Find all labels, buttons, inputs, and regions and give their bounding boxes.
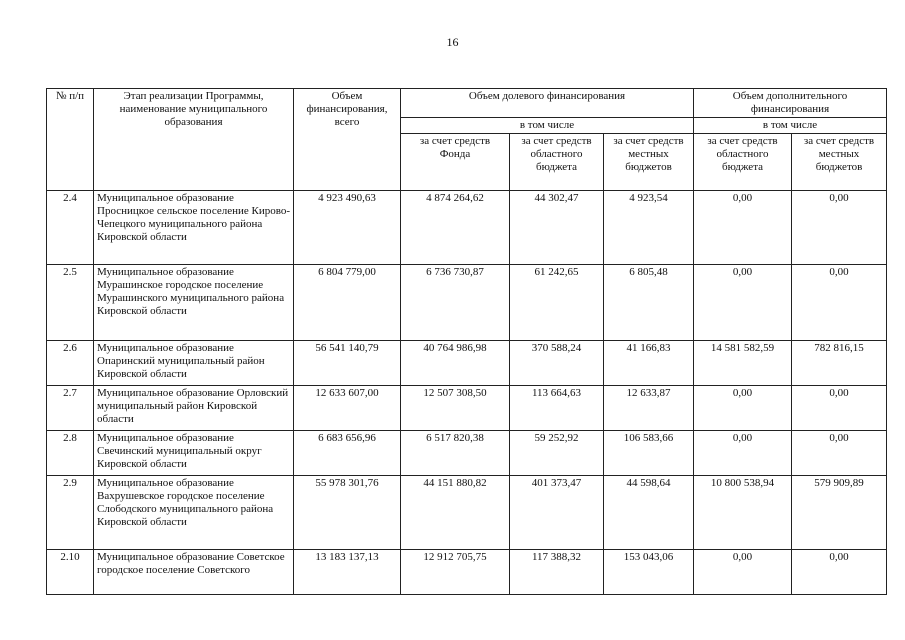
row-local: 41 166,83 xyxy=(604,341,694,386)
row-regional: 61 242,65 xyxy=(510,265,604,341)
header-stage: Этап реализации Программы, наименование муниципального образования xyxy=(94,89,294,191)
row-name: Муниципальное образование Свечинский муниципальный округ Кировской области xyxy=(94,431,294,476)
row-name: Муниципальное образование Мурашинское городское поселение Мурашинского муниципального района Кировской области xyxy=(94,265,294,341)
header-add-regional: за счет средств областного бюджета xyxy=(694,134,792,191)
row-regional: 401 373,47 xyxy=(510,476,604,550)
row-add-local: 0,00 xyxy=(792,191,887,265)
page-number: 16 xyxy=(446,35,459,49)
header-local: за счет средств местных бюджетов xyxy=(604,134,694,191)
row-total: 56 541 140,79 xyxy=(294,341,401,386)
header-total: Объем финансирования, всего xyxy=(294,89,401,191)
row-regional: 59 252,92 xyxy=(510,431,604,476)
row-fund: 6 736 730,87 xyxy=(401,265,510,341)
row-regional: 44 302,47 xyxy=(510,191,604,265)
row-regional: 370 588,24 xyxy=(510,341,604,386)
header-fund: за счет средств Фонда xyxy=(401,134,510,191)
row-add-local: 0,00 xyxy=(792,386,887,431)
row-name: Муниципальное образование Орловский муниципальный район Кировской области xyxy=(94,386,294,431)
row-num: 2.5 xyxy=(47,265,94,341)
row-local: 4 923,54 xyxy=(604,191,694,265)
table-row xyxy=(47,386,887,431)
row-add-regional: 14 581 582,59 xyxy=(694,341,792,386)
financing-table xyxy=(46,88,887,595)
table-body xyxy=(47,191,887,595)
header-add-local: за счет средств местных бюджетов xyxy=(792,134,887,191)
table-header xyxy=(47,89,887,191)
row-local: 153 043,06 xyxy=(604,550,694,595)
row-name: Муниципальное образование Опаринский муниципальный район Кировской области xyxy=(94,341,294,386)
row-local: 106 583,66 xyxy=(604,431,694,476)
row-fund: 4 874 264,62 xyxy=(401,191,510,265)
row-fund: 12 912 705,75 xyxy=(401,550,510,595)
row-name: Муниципальное образование Вахрушевское городское поселение Слободского муниципального района Кировской области xyxy=(94,476,294,550)
header-num: № п/п xyxy=(47,89,94,191)
row-num: 2.7 xyxy=(47,386,94,431)
row-add-regional: 10 800 538,94 xyxy=(694,476,792,550)
table-row xyxy=(47,476,887,550)
header-share-including: в том числе xyxy=(401,118,694,134)
table-row xyxy=(47,265,887,341)
row-name: Муниципальное образование Советское городское поселение Советского xyxy=(94,550,294,595)
header-share-group: Объем долевого финансирования xyxy=(401,89,694,118)
row-add-local: 0,00 xyxy=(792,550,887,595)
row-add-regional: 0,00 xyxy=(694,191,792,265)
row-local: 44 598,64 xyxy=(604,476,694,550)
header-regional: за счет средств областного бюджета xyxy=(510,134,604,191)
row-total: 13 183 137,13 xyxy=(294,550,401,595)
table-row xyxy=(47,550,887,595)
row-total: 12 633 607,00 xyxy=(294,386,401,431)
row-add-local: 0,00 xyxy=(792,431,887,476)
row-total: 6 683 656,96 xyxy=(294,431,401,476)
row-fund: 40 764 986,98 xyxy=(401,341,510,386)
header-additional-including: в том числе xyxy=(694,118,887,134)
row-local: 6 805,48 xyxy=(604,265,694,341)
row-num: 2.8 xyxy=(47,431,94,476)
row-add-regional: 0,00 xyxy=(694,386,792,431)
table-row xyxy=(47,431,887,476)
row-fund: 12 507 308,50 xyxy=(401,386,510,431)
row-fund: 44 151 880,82 xyxy=(401,476,510,550)
row-num: 2.4 xyxy=(47,191,94,265)
row-add-local: 0,00 xyxy=(792,265,887,341)
row-total: 4 923 490,63 xyxy=(294,191,401,265)
row-total: 55 978 301,76 xyxy=(294,476,401,550)
row-regional: 117 388,32 xyxy=(510,550,604,595)
row-num: 2.10 xyxy=(47,550,94,595)
row-add-regional: 0,00 xyxy=(694,265,792,341)
row-name: Муниципальное образование Просницкое сельское поселение Кирово-Чепецкого муниципального района Кировской области xyxy=(94,191,294,265)
row-fund: 6 517 820,38 xyxy=(401,431,510,476)
row-total: 6 804 779,00 xyxy=(294,265,401,341)
row-add-regional: 0,00 xyxy=(694,431,792,476)
table-row xyxy=(47,341,887,386)
row-add-local: 579 909,89 xyxy=(792,476,887,550)
table-row xyxy=(47,191,887,265)
row-local: 12 633,87 xyxy=(604,386,694,431)
row-add-local: 782 816,15 xyxy=(792,341,887,386)
row-add-regional: 0,00 xyxy=(694,550,792,595)
row-regional: 113 664,63 xyxy=(510,386,604,431)
row-num: 2.9 xyxy=(47,476,94,550)
header-additional-group: Объем дополнительного финансирования xyxy=(694,89,887,118)
row-num: 2.6 xyxy=(47,341,94,386)
